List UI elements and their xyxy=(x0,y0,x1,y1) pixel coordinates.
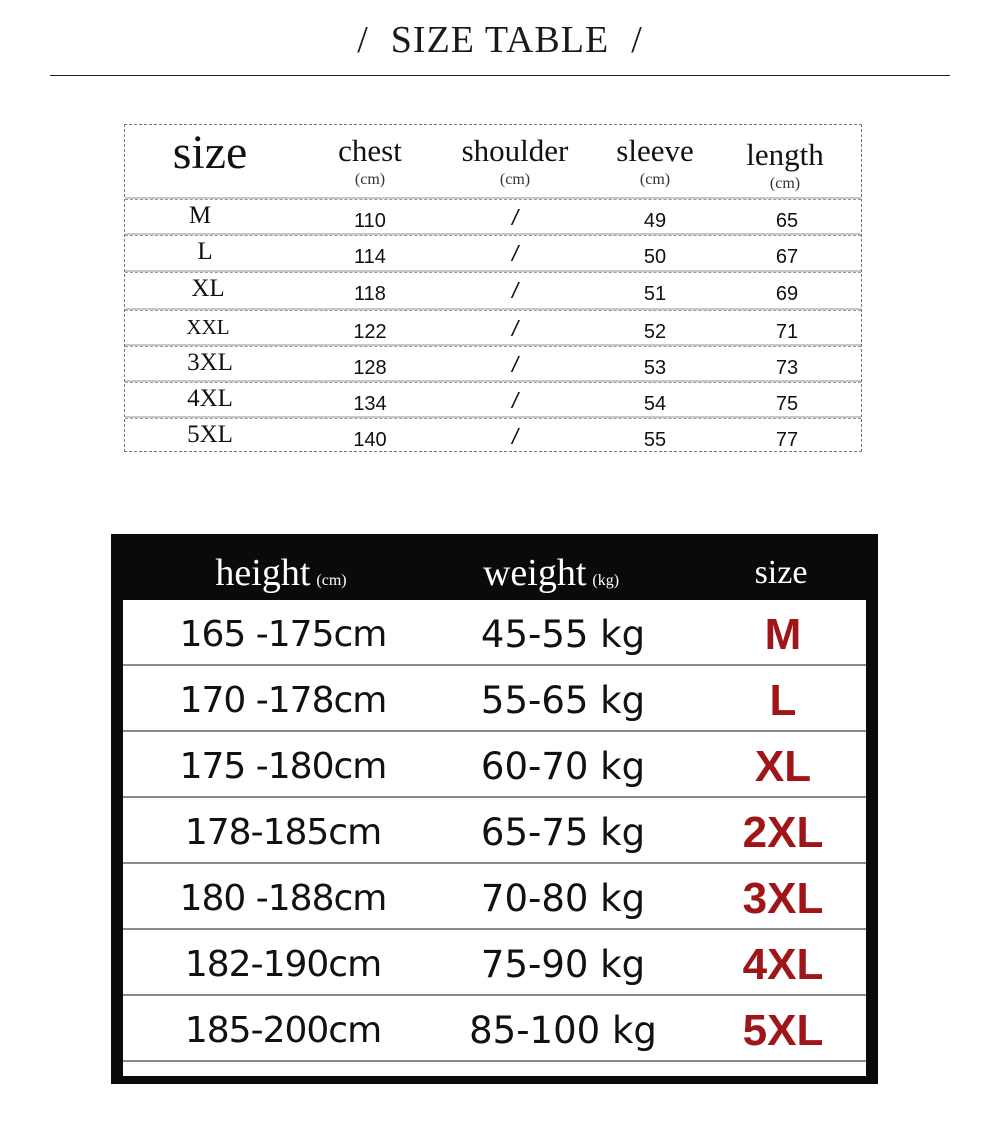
size-table-header xyxy=(125,125,861,199)
page-title xyxy=(0,18,1000,62)
table-row: 185-200cm 85-100 kg 5XL xyxy=(123,996,866,1062)
hw-table-header xyxy=(111,534,878,600)
size-row: L 114 / 50 67 xyxy=(197,238,799,268)
size-row: XL 118 / 51 69 xyxy=(191,275,799,305)
size-table xyxy=(124,124,862,452)
title-divider xyxy=(50,75,950,76)
header-height: height (cm) xyxy=(215,552,347,594)
header-chest: chest (cm) xyxy=(338,133,402,188)
table-row: 180 -188cm 70-80 kg 3XL xyxy=(123,864,866,930)
title-slash-right: / xyxy=(631,19,643,61)
header-length: length (cm) xyxy=(746,137,824,192)
table-row: 165 -175cm 45-55 kg M xyxy=(123,600,866,666)
height-weight-table xyxy=(111,534,878,1084)
hw-table-body xyxy=(123,600,866,1076)
size-row: 3XL 128 / 53 73 xyxy=(187,349,799,379)
header-sleeve: sleeve (cm) xyxy=(616,133,694,188)
table-row: 178-185cm 65-75 kg 2XL xyxy=(123,798,866,864)
size-row: XXL 122 / 52 71 xyxy=(186,315,799,343)
size-row: 5XL 140 / 55 77 xyxy=(187,421,799,451)
header-weight: weight (kg) xyxy=(482,552,620,594)
size-row: 4XL 134 / 54 75 xyxy=(187,385,799,415)
table-row: 170 -178cm 55-65 kg L xyxy=(123,666,866,732)
header-shoulder: shoulder (cm) xyxy=(461,133,569,188)
table-row: 182-190cm 75-90 kg 4XL xyxy=(123,930,866,996)
size-row: M 110 / 49 65 xyxy=(188,202,799,232)
title-slash-left: / xyxy=(357,19,369,61)
header-size: size xyxy=(172,126,248,179)
table-row: 175 -180cm 60-70 kg XL xyxy=(123,732,866,798)
title-text: SIZE TABLE xyxy=(390,19,610,61)
header-size: size xyxy=(754,554,808,591)
